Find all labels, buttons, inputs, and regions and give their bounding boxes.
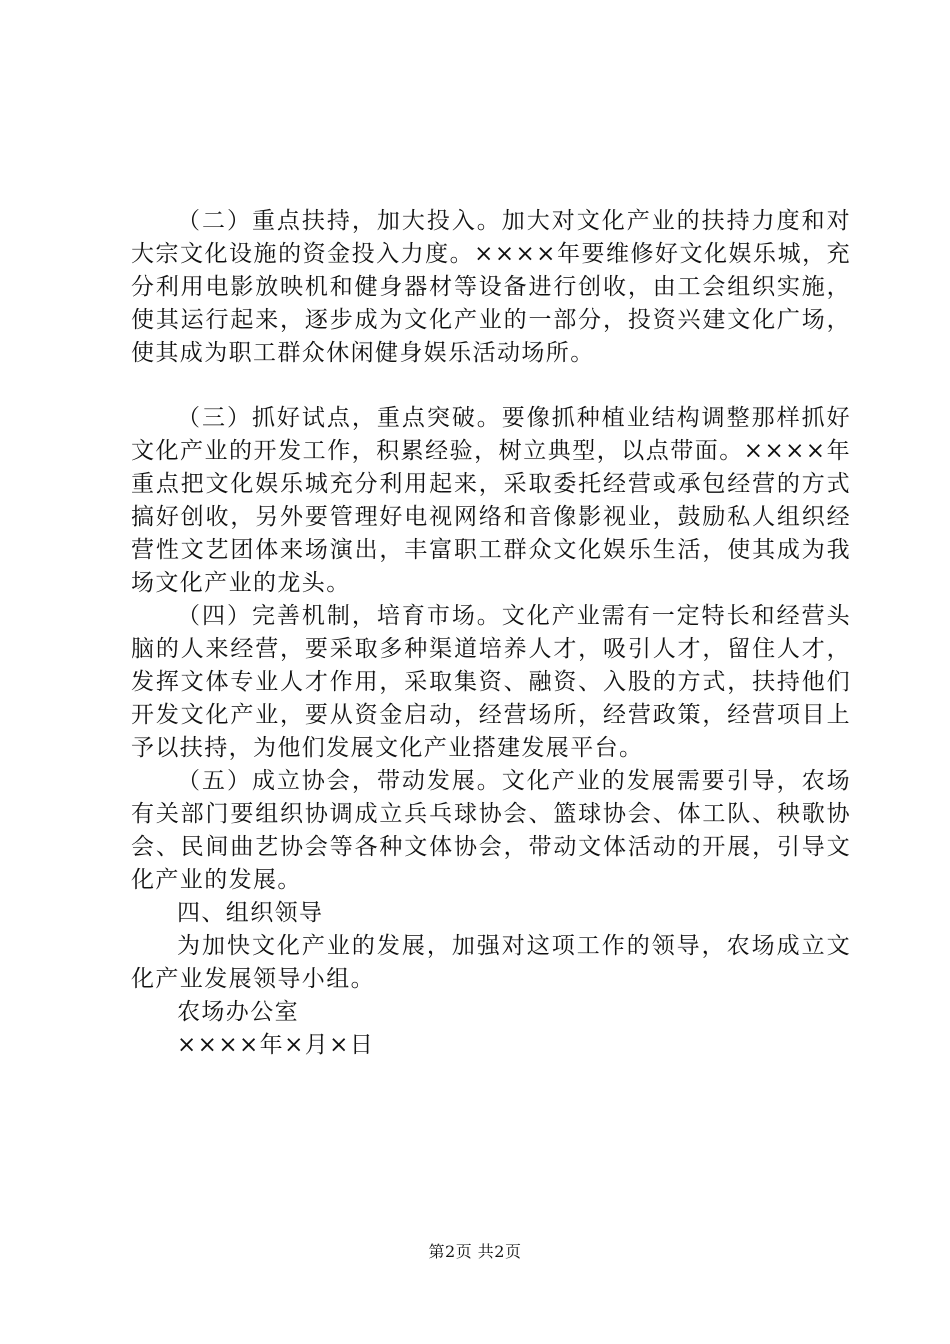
issue-date: ××××年×月×日	[177, 1032, 375, 1058]
section-heading-organization: 四、组织领导	[177, 900, 324, 926]
document-body	[131, 205, 851, 1062]
page-number-footer: 第2页 共2页	[428, 1242, 522, 1261]
paragraph-four: （四）完善机制，培育市场。文化产业需有一定特长和经营头脑的人来经营，要采取多种渠道培养人才，吸引人才，留住人才，发挥文体专业人才作用，采取集资、融资、入股的方式，扶持他们开发文化产业，要从资金启动，经营场所，经营政策，经营项目上予以扶持，为他们发展文化产业搭建发展平台。	[131, 603, 851, 761]
paragraph-two: （二）重点扶持，加大投入。加大对文化产业的扶持力度和对大宗文化设施的资金投入力度。××××年要维修好文化娱乐城，充分利用电影放映机和健身器材等设备进行创收，由工会组织实施，使其运行起来，逐步成为文化产业的一部分，投资兴建文化广场，使其成为职工群众休闲健身娱乐活动场所。	[131, 208, 851, 366]
paragraph-organization: 为加快文化产业的发展，加强对这项工作的领导，农场成立文化产业发展领导小组。	[131, 933, 851, 992]
paragraph-five: （五）成立协会，带动发展。文化产业的发展需要引导，农场有关部门要组织协调成立兵乓球协会、篮球协会、体工队、秧歌协会、民间曲艺协会等各种文体协会，带动文体活动的开展，引导文化产业的发展。	[131, 768, 851, 893]
paragraph-three: （三）抓好试点，重点突破。要像抓种植业结构调整那样抓好文化产业的开发工作，积累经验，树立典型，以点带面。××××年重点把文化娱乐城充分利用起来，采取委托经营或承包经营的方式搞好创收，另外要管理好电视网络和音像影视业，鼓励私人组织经营性文艺团体来场演出，丰富职工群众文化娱乐生活，使其成为我场文化产业的龙头。	[131, 405, 851, 596]
issuer-name: 农场办公室	[177, 999, 299, 1025]
